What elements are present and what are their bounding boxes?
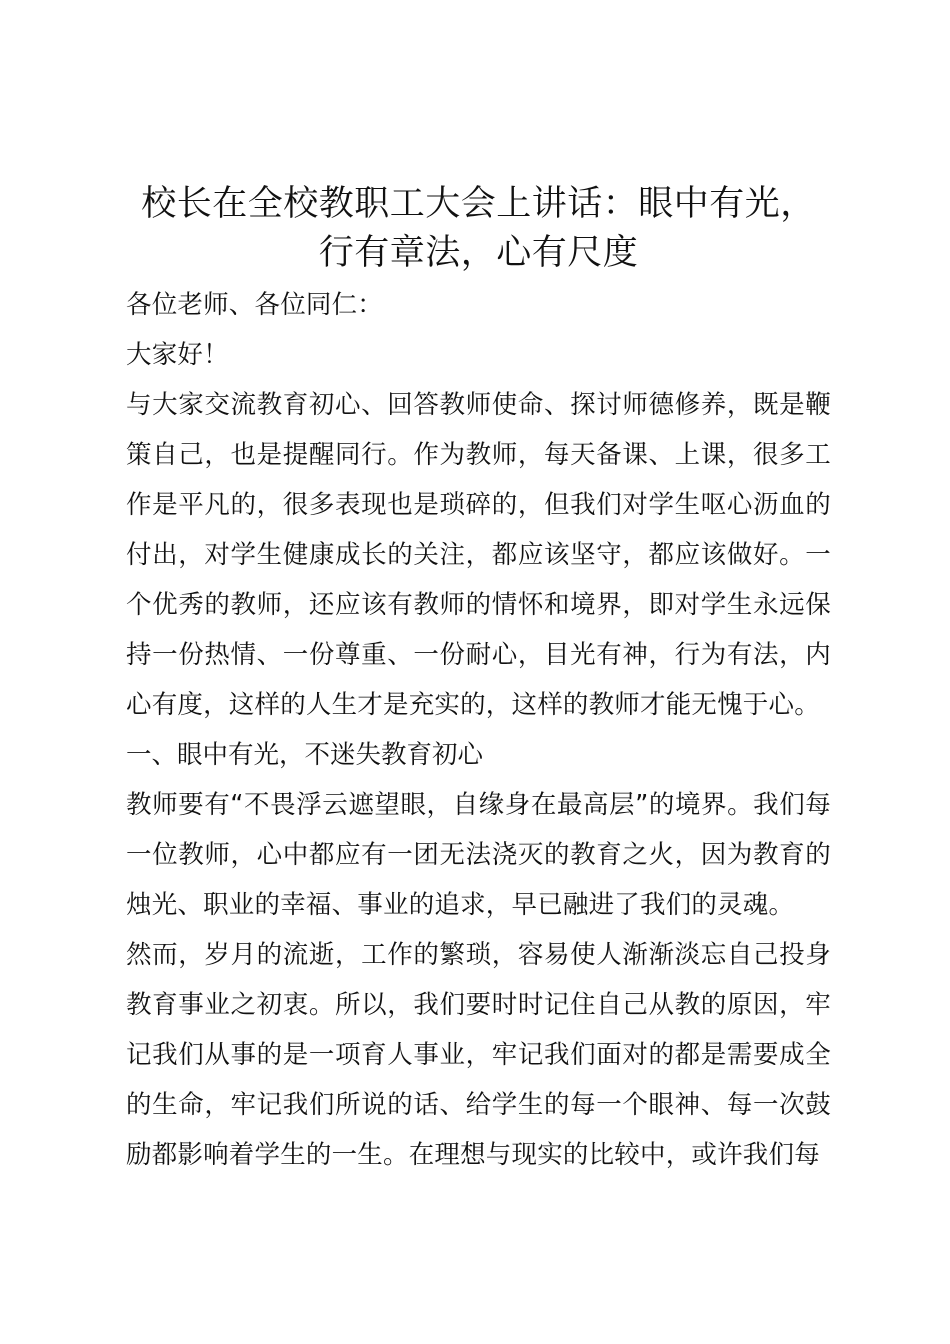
intro-paragraph: 与大家交流教育初心、回答教师使命、探讨师德修养，既是鞭策自己，也是提醒同行。作为教师，每天备课、上课，很多工作是平凡的，很多表现也是琐碎的，但我们对学生呕心沥血的付出，对学生健康成长的关注，都应该坚守，都应该做好。一个优秀的教师，还应该有教师的情怀和境界，即对学生永远保持一份热情、一份尊重、一份耐心，目光有神，行为有法，内心有度，这样的人生才是充实的，这样的教师才能无愧于心。 bbox=[126, 390, 831, 720]
salutation-line: 大家好！ bbox=[126, 340, 229, 370]
greeting-line: 各位老师、各位同仁： bbox=[126, 290, 384, 320]
section-1-paragraph-1: 教师要有“不畏浮云遮望眼，自缘身在最高层”的境界。我们每一位教师，心中都应有一团无法浇灭的教育之火，因为教育的烛光、职业的幸福、事业的追求，早已融进了我们的灵魂。 bbox=[126, 790, 831, 920]
document-title: 校长在全校教职工大会上讲话：眼中有光，行有章法，心有尺度 bbox=[141, 184, 816, 273]
section-1-paragraph-2: 然而，岁月的流逝，工作的繁琐，容易使人渐渐淡忘自己投身教育事业之初衷。所以，我们要时时记住自己从教的原因，牢记我们从事的是一项育人事业，牢记我们面对的都是需要成全的生命，牢记我们所说的话、给学生的每一个眼神、每一次鼓励都影响着学生的一生。在理想与现实的比较中，或许我们每 bbox=[126, 940, 831, 1170]
section-heading-1: 一、眼中有光，不迷失教育初心 bbox=[126, 740, 484, 770]
document-body bbox=[126, 180, 831, 1180]
